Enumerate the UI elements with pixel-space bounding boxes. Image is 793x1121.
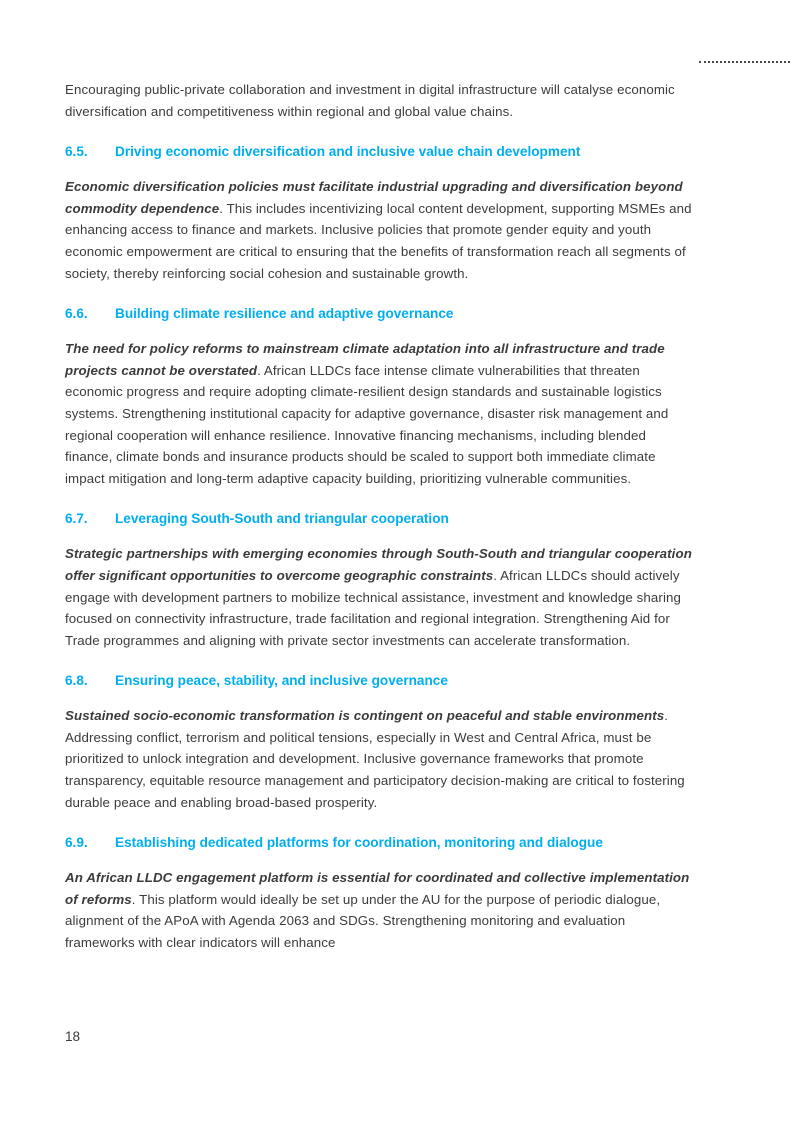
page-number: 18 (65, 1029, 81, 1044)
section-paragraph-6-5 (65, 176, 693, 284)
section-title: Building climate resilience and adaptive governance (115, 306, 454, 322)
section-body-text: . This includes incentivizing local content development, supporting MSMEs and enhancing access to finance and markets. Inclusive policies that promote gender equity and youth economic empowerment are critical to ensuring that the benefits of transformation reach all segments of society, thereby reinforcing social cohesion and sustainable growth. (65, 200, 692, 281)
dotted-line-decoration (699, 61, 790, 63)
section-heading-6-9 (65, 834, 693, 852)
section-number: 6.5. (65, 144, 88, 160)
section-title: Ensuring peace, stability, and inclusive governance (115, 673, 448, 689)
section-heading-6-6 (65, 305, 693, 323)
section-heading-6-7 (65, 510, 693, 528)
section-body-text: . African LLDCs face intense climate vulnerabilities that threaten economic progress and require adopting climate-resilient design standards and sustainable logistics systems. Strengthening institutional capacity for adaptive governance, disaster risk management and regional cooperation will enhance resilience. Innovative financing mechanisms, including blended finance, climate bonds and insurance products should be scaled to support both immediate climate impact mitigation and long-term adaptive capacity building, prioritizing vulnerable communities. (65, 362, 669, 486)
section-lead-text: The need for policy reforms to mainstream climate adaptation into all infrastructure and trade projects cannot be overstated (65, 341, 665, 378)
intro-paragraph-text: Encouraging public-private collaboration and investment in digital infrastructure will catalyse economic diversification and competitiveness within regional and global value chains. (65, 82, 675, 119)
section-title: Driving economic diversification and inclusive value chain development (115, 144, 581, 160)
section-heading-6-8 (65, 672, 693, 690)
intro-paragraph (65, 79, 693, 122)
section-body-text: . Addressing conflict, terrorism and political tensions, especially in West and Central Africa, must be prioritized to unlock integration and development. Inclusive governance frameworks that promote transparency, equitable resource management and participatory decision-making are critical to fostering durable peace and enabling broad-based prosperity. (65, 708, 685, 810)
section-lead-text: Economic diversification policies must facilitate industrial upgrading and diversification beyond commodity dependence (65, 179, 683, 216)
section-paragraph-6-6 (65, 338, 693, 489)
section-lead-text: An African LLDC engagement platform is essential for coordinated and collective implementation of reforms (65, 870, 690, 907)
section-number: 6.6. (65, 306, 88, 322)
section-body-text: . African LLDCs should actively engage with development partners to mobilize technical assistance, investment and knowledge sharing focused on connectivity infrastructure, trade facilitation and regional integration. Strengthening Aid for Trade programmes and aligning with private sector investments can accelerate transformation. (65, 567, 681, 648)
section-number: 6.7. (65, 511, 88, 527)
section-title: Leveraging South-South and triangular cooperation (115, 511, 449, 527)
section-lead-text: Sustained socio-economic transformation is contingent on peaceful and stable environments (65, 708, 665, 724)
section-lead-text: Strategic partnerships with emerging economies through South-South and triangular cooperation offer significant opportunities to overcome geographic constraints (65, 546, 692, 583)
section-title: Establishing dedicated platforms for coordination, monitoring and dialogue (115, 835, 603, 851)
section-number: 6.8. (65, 673, 88, 689)
section-body-text: . This platform would ideally be set up under the AU for the purpose of periodic dialogue, alignment of the APoA with Agenda 2063 and SDGs. Strengthening monitoring and evaluation frameworks with clear indicators will enhance (65, 891, 661, 951)
section-paragraph-6-9 (65, 867, 693, 953)
section-paragraph-6-8 (65, 705, 693, 813)
section-paragraph-6-7 (65, 543, 693, 651)
page-content (65, 79, 693, 969)
section-heading-6-5 (65, 143, 693, 161)
section-number: 6.9. (65, 835, 88, 851)
